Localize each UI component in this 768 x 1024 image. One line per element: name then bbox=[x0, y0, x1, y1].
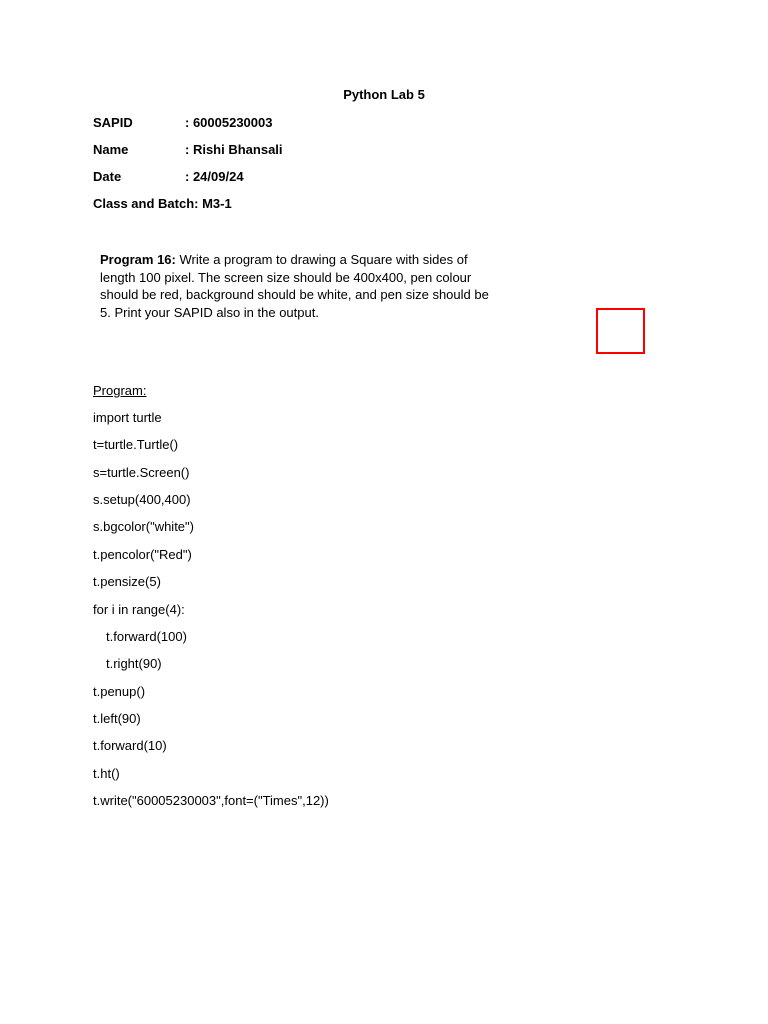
program-description-block bbox=[100, 251, 495, 321]
sapid-row bbox=[93, 115, 272, 130]
name-row bbox=[93, 142, 283, 157]
output-red-square bbox=[596, 308, 645, 354]
code-line: t.pensize(5) bbox=[93, 574, 161, 589]
code-line: t.penup() bbox=[93, 684, 146, 699]
code-line: s=turtle.Screen() bbox=[93, 465, 190, 480]
name-value: : Rishi Bhansali bbox=[185, 142, 283, 157]
date-label: Date bbox=[93, 169, 122, 184]
program-heading: Program: bbox=[93, 383, 147, 398]
code-line: t.left(90) bbox=[93, 711, 141, 726]
class-label: Class and Batch bbox=[93, 196, 195, 211]
page-title: Python Lab 5 bbox=[343, 87, 425, 102]
code-line: t.ht() bbox=[93, 766, 120, 781]
code-line: t.write("60005230003",font=("Times",12)) bbox=[93, 793, 329, 808]
program-label: Program 16: bbox=[100, 252, 176, 267]
name-label: Name bbox=[93, 142, 129, 157]
code-line: t=turtle.Turtle() bbox=[93, 437, 179, 452]
class-row bbox=[93, 196, 232, 211]
date-row bbox=[93, 169, 244, 184]
class-value: : M3-1 bbox=[194, 196, 232, 211]
code-line: t.right(90) bbox=[106, 656, 162, 671]
code-line: t.forward(100) bbox=[106, 629, 187, 644]
program-description: Write a program to drawing a Square with sides of length 100 pixel. The screen size should be 400x400, pen colour should be red, background should be white, and pen size should be 5. Print your SAPID also in the output. bbox=[100, 252, 489, 320]
date-value: : 24/09/24 bbox=[185, 169, 244, 184]
code-line: t.pencolor("Red") bbox=[93, 547, 192, 562]
code-line: s.bgcolor("white") bbox=[93, 519, 194, 534]
code-line: for i in range(4): bbox=[93, 602, 185, 617]
code-line: t.forward(10) bbox=[93, 738, 167, 753]
code-line: s.setup(400,400) bbox=[93, 492, 191, 507]
sapid-label: SAPID bbox=[93, 115, 133, 130]
sapid-value: : 60005230003 bbox=[185, 115, 273, 130]
code-line: import turtle bbox=[93, 410, 162, 425]
